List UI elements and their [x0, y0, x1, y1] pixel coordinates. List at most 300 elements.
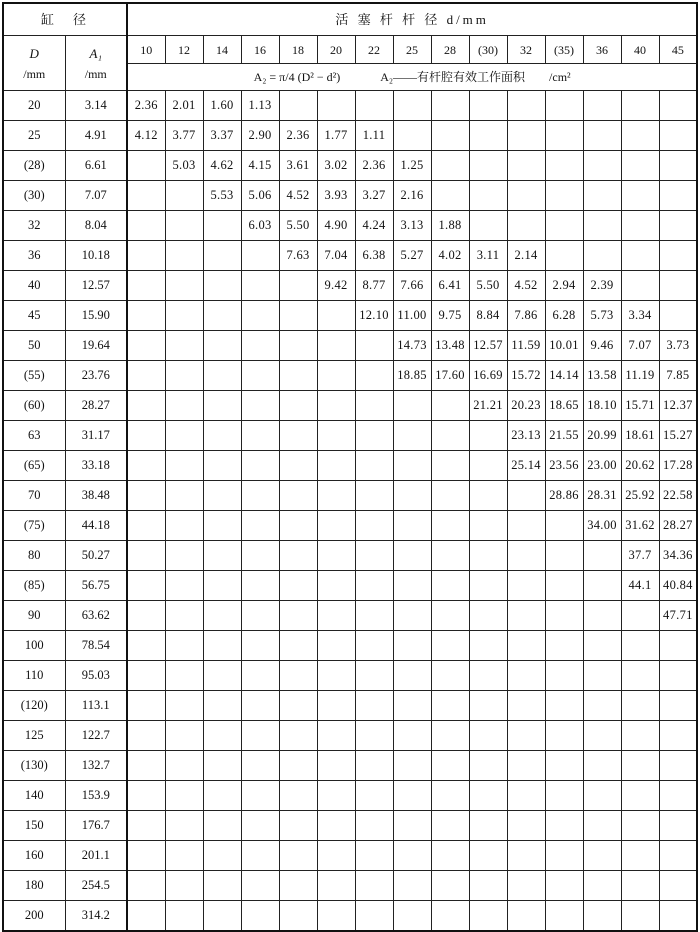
a2-area-cell: [241, 661, 279, 691]
a2-area-cell: [659, 151, 697, 181]
a1-area-cell: 78.54: [65, 631, 127, 661]
table-row: [3, 391, 697, 421]
a2-area-cell: [355, 631, 393, 661]
a2-area-cell: [203, 661, 241, 691]
a2-area-cell: [317, 541, 355, 571]
a1-area-cell: 176.7: [65, 811, 127, 841]
a2-area-cell: 47.71: [659, 601, 697, 631]
a2-area-cell: [317, 361, 355, 391]
a2-area-cell: 14.14: [545, 361, 583, 391]
a2-area-cell: [393, 901, 431, 932]
a2-area-cell: [317, 811, 355, 841]
a2-area-cell: 13.58: [583, 361, 621, 391]
a2-area-cell: 1.77: [317, 121, 355, 151]
a2-area-cell: [469, 871, 507, 901]
a2-area-cell: [431, 421, 469, 451]
a2-area-cell: 3.77: [165, 121, 203, 151]
table-row: [3, 451, 697, 481]
table-row: [3, 91, 697, 121]
a2-area-cell: [165, 661, 203, 691]
a2-area-cell: [621, 211, 659, 241]
table-row: [3, 121, 697, 151]
a2-area-cell: 7.86: [507, 301, 545, 331]
a2-area-cell: [241, 421, 279, 451]
a2-area-cell: [317, 721, 355, 751]
a2-area-cell: [127, 331, 165, 361]
a2-area-cell: [659, 121, 697, 151]
a2-area-cell: [659, 691, 697, 721]
a2-area-cell: 4.62: [203, 151, 241, 181]
a2-area-cell: [241, 241, 279, 271]
a2-area-cell: [241, 571, 279, 601]
a2-area-cell: [393, 451, 431, 481]
a2-area-cell: 2.94: [545, 271, 583, 301]
bore-diameter-cell: 70: [3, 481, 65, 511]
a2-area-cell: [279, 391, 317, 421]
a1-area-cell: 95.03: [65, 661, 127, 691]
a2-area-cell: [165, 751, 203, 781]
a2-area-cell: 6.38: [355, 241, 393, 271]
a2-area-cell: 4.15: [241, 151, 279, 181]
a2-area-cell: [431, 781, 469, 811]
a2-area-cell: [203, 511, 241, 541]
bore-diameter-cell: 180: [3, 871, 65, 901]
table-row: [3, 631, 697, 661]
a2-area-cell: [165, 901, 203, 932]
table-row: [3, 481, 697, 511]
a2-area-cell: [431, 811, 469, 841]
a2-area-cell: [355, 841, 393, 871]
a2-area-cell: 12.10: [355, 301, 393, 331]
a2-area-cell: [469, 151, 507, 181]
bore-diameter-cell: 80: [3, 541, 65, 571]
a2-area-cell: [545, 871, 583, 901]
a2-area-cell: [545, 751, 583, 781]
a2-area-cell: [583, 541, 621, 571]
a2-area-cell: [165, 241, 203, 271]
a2-area-cell: [507, 571, 545, 601]
a2-area-cell: 6.41: [431, 271, 469, 301]
a2-area-cell: 28.86: [545, 481, 583, 511]
a1-area-cell: 8.04: [65, 211, 127, 241]
a2-area-cell: [659, 211, 697, 241]
a2-area-cell: [545, 721, 583, 751]
a2-area-cell: [279, 331, 317, 361]
a2-area-cell: [355, 331, 393, 361]
a2-area-cell: 16.69: [469, 361, 507, 391]
bore-diameter-cell: (28): [3, 151, 65, 181]
bore-diameter-cell: 20: [3, 91, 65, 121]
a2-area-cell: 5.50: [469, 271, 507, 301]
rod-diameter-header-cell: 45: [659, 36, 697, 64]
bore-diameter-cell: 50: [3, 331, 65, 361]
bore-diameter-cell: 45: [3, 301, 65, 331]
a1-area-cell: 23.76: [65, 361, 127, 391]
a2-area-cell: [203, 391, 241, 421]
table-row: [3, 601, 697, 631]
a2-area-cell: [127, 301, 165, 331]
a1-area-cell: 254.5: [65, 871, 127, 901]
a2-area-cell: 11.19: [621, 361, 659, 391]
a2-area-cell: [127, 811, 165, 841]
a2-area-cell: [241, 541, 279, 571]
bore-diameter-cell: 200: [3, 901, 65, 932]
a2-area-cell: [431, 121, 469, 151]
a2-area-cell: [279, 271, 317, 301]
a2-area-cell: [583, 121, 621, 151]
a2-area-cell: 40.84: [659, 571, 697, 601]
a2-area-cell: 2.36: [127, 91, 165, 121]
a2-area-cell: [127, 451, 165, 481]
a2-area-cell: [203, 571, 241, 601]
header-row-2: [3, 36, 697, 64]
a1-area-cell: 153.9: [65, 781, 127, 811]
a2-area-cell: [165, 871, 203, 901]
a2-area-cell: [507, 661, 545, 691]
a2-area-cell: [317, 391, 355, 421]
bore-diameter-cell: (55): [3, 361, 65, 391]
a2-area-cell: [393, 691, 431, 721]
a2-area-cell: 14.73: [393, 331, 431, 361]
a2-area-cell: [241, 361, 279, 391]
a2-area-cell: [127, 151, 165, 181]
a2-area-cell: 5.73: [583, 301, 621, 331]
a2-area-cell: [393, 91, 431, 121]
a2-area-cell: [127, 541, 165, 571]
header-row-1: [3, 3, 697, 36]
a2-area-cell: 3.27: [355, 181, 393, 211]
rod-diameter-header-cell: 14: [203, 36, 241, 64]
a2-area-cell: 3.13: [393, 211, 431, 241]
a2-area-cell: [317, 781, 355, 811]
a2-area-cell: [583, 181, 621, 211]
a2-area-cell: [659, 241, 697, 271]
a2-area-cell: [279, 541, 317, 571]
a2-area-cell: [393, 661, 431, 691]
a1-area-cell: 19.64: [65, 331, 127, 361]
a2-area-cell: [203, 331, 241, 361]
a2-area-cell: [355, 661, 393, 691]
a1-area-cell: 7.07: [65, 181, 127, 211]
a2-area-cell: 5.06: [241, 181, 279, 211]
a2-area-cell: [241, 841, 279, 871]
a2-area-cell: 21.55: [545, 421, 583, 451]
table-row: [3, 541, 697, 571]
a2-area-cell: [165, 361, 203, 391]
a2-area-cell: [545, 211, 583, 241]
a1-symbol: A₁: [89, 45, 102, 61]
a2-area-cell: [393, 871, 431, 901]
a2-area-cell: 12.57: [469, 331, 507, 361]
a2-area-cell: [393, 631, 431, 661]
a2-area-cell: [621, 121, 659, 151]
a2-area-cell: 18.85: [393, 361, 431, 391]
a2-area-cell: [431, 151, 469, 181]
table-row: [3, 421, 697, 451]
a2-area-cell: [241, 601, 279, 631]
a2-area-cell: [355, 691, 393, 721]
a2-area-cell: 10.01: [545, 331, 583, 361]
a2-area-cell: [355, 601, 393, 631]
a2-area-cell: [507, 511, 545, 541]
a2-area-cell: [393, 811, 431, 841]
a2-area-cell: 18.61: [621, 421, 659, 451]
a2-area-cell: [545, 91, 583, 121]
a2-area-cell: [469, 901, 507, 932]
table-row: [3, 661, 697, 691]
a2-area-cell: [203, 691, 241, 721]
a2-area-cell: 1.13: [241, 91, 279, 121]
a2-area-cell: [203, 271, 241, 301]
a2-area-cell: [279, 751, 317, 781]
bore-diameter-cell: 125: [3, 721, 65, 751]
a1-area-cell: 33.18: [65, 451, 127, 481]
bore-diameter-cell: (60): [3, 391, 65, 421]
a2-area-cell: [165, 841, 203, 871]
a2-area-cell: [241, 751, 279, 781]
a2-area-cell: [393, 721, 431, 751]
a2-area-cell: 18.10: [583, 391, 621, 421]
a2-area-cell: [659, 811, 697, 841]
a2-area-cell: [317, 661, 355, 691]
a2-area-cell: 5.50: [279, 211, 317, 241]
a1-area-cell: 50.27: [65, 541, 127, 571]
rod-diameter-header-cell: 18: [279, 36, 317, 64]
a2-area-cell: 25.14: [507, 451, 545, 481]
table-row: [3, 691, 697, 721]
a2-area-cell: [507, 181, 545, 211]
a2-area-cell: 8.77: [355, 271, 393, 301]
rod-diameter-header-cell: 40: [621, 36, 659, 64]
a2-area-cell: [545, 811, 583, 841]
a2-area-cell: [165, 421, 203, 451]
a2-area-cell: 8.84: [469, 301, 507, 331]
a2-area-cell: 1.25: [393, 151, 431, 181]
a2-area-cell: [279, 661, 317, 691]
a2-area-cell: [507, 121, 545, 151]
a1-area-cell: 201.1: [65, 841, 127, 871]
a1-area-cell: 314.2: [65, 901, 127, 932]
a2-area-cell: 4.02: [431, 241, 469, 271]
a2-area-cell: 4.24: [355, 211, 393, 241]
a2-area-cell: [431, 601, 469, 631]
a2-area-cell: [203, 631, 241, 661]
a2-area-cell: [583, 811, 621, 841]
table-row: [3, 751, 697, 781]
a2-area-cell: [127, 421, 165, 451]
table-row: [3, 571, 697, 601]
a2-area-cell: [659, 631, 697, 661]
a2-area-cell: [431, 661, 469, 691]
a2-area-cell: [431, 391, 469, 421]
a2-area-cell: 12.37: [659, 391, 697, 421]
a1-area-cell: 122.7: [65, 721, 127, 751]
rod-diameter-header-cell: 10: [127, 36, 165, 64]
a2-area-cell: 11.59: [507, 331, 545, 361]
a2-area-cell: [545, 901, 583, 932]
a2-area-cell: 44.1: [621, 571, 659, 601]
a2-area-cell: [279, 781, 317, 811]
a2-area-cell: [507, 91, 545, 121]
a2-area-cell: [355, 511, 393, 541]
a2-area-cell: [127, 691, 165, 721]
a2-area-cell: [279, 451, 317, 481]
table-row: [3, 211, 697, 241]
a2-area-cell: 2.39: [583, 271, 621, 301]
a2-area-cell: [507, 601, 545, 631]
a2-area-cell: [279, 301, 317, 331]
rod-diameter-header-cell: 28: [431, 36, 469, 64]
bore-diameter-cell: 36: [3, 241, 65, 271]
a2-area-cell: [469, 631, 507, 661]
a2-area-cell: [279, 511, 317, 541]
a2-area-cell: [279, 421, 317, 451]
a2-area-cell: [165, 781, 203, 811]
a2-area-cell: [583, 211, 621, 241]
a2-area-cell: 37.7: [621, 541, 659, 571]
table-row: [3, 241, 697, 271]
a2-area-cell: 9.46: [583, 331, 621, 361]
a2-area-cell: [355, 91, 393, 121]
a2-area-cell: [583, 871, 621, 901]
rod-diameter-header-cell: 20: [317, 36, 355, 64]
a2-area-cell: [355, 361, 393, 391]
a2-area-cell: [279, 631, 317, 661]
a2-area-cell: [165, 541, 203, 571]
a2-area-cell: 28.27: [659, 511, 697, 541]
a1-area-cell: 38.48: [65, 481, 127, 511]
a2-area-cell: 4.52: [507, 271, 545, 301]
a1-area-cell: 113.1: [65, 691, 127, 721]
a2-area-cell: [203, 301, 241, 331]
a2-area-cell: [545, 841, 583, 871]
a2-area-cell: [431, 841, 469, 871]
a2-area-cell: [583, 151, 621, 181]
a1-area-cell: 63.62: [65, 601, 127, 631]
a2-area-cell: [583, 631, 621, 661]
a2-area-cell: [317, 691, 355, 721]
a2-area-cell: [469, 541, 507, 571]
a2-area-cell: [393, 391, 431, 421]
a2-area-cell: [355, 541, 393, 571]
a2-area-cell: 6.03: [241, 211, 279, 241]
a2-area-cell: [203, 421, 241, 451]
table-row: [3, 901, 697, 932]
a2-area-cell: [317, 331, 355, 361]
a1-area-cell: 15.90: [65, 301, 127, 331]
a2-area-cell: [431, 481, 469, 511]
rod-diameter-header-cell: (35): [545, 36, 583, 64]
a2-area-cell: [583, 571, 621, 601]
bore-diameter-cell: 160: [3, 841, 65, 871]
a2-area-cell: 5.03: [165, 151, 203, 181]
a2-area-cell: [393, 601, 431, 631]
a2-area-cell: [165, 211, 203, 241]
a2-area-cell: [317, 901, 355, 932]
a2-area-cell: [431, 451, 469, 481]
a2-area-cell: 15.72: [507, 361, 545, 391]
table-body: [3, 3, 697, 931]
a2-area-cell: [203, 361, 241, 391]
bore-diameter-cell: (75): [3, 511, 65, 541]
a2-area-cell: 1.88: [431, 211, 469, 241]
a2-area-cell: [203, 211, 241, 241]
a2-area-cell: [431, 871, 469, 901]
a2-area-cell: 3.34: [621, 301, 659, 331]
table-row: [3, 871, 697, 901]
a2-area-cell: [355, 751, 393, 781]
a2-area-cell: [203, 811, 241, 841]
a2-area-cell: [545, 571, 583, 601]
a2-area-cell: [393, 481, 431, 511]
a2-area-cell: [241, 691, 279, 721]
a2-area-cell: [127, 781, 165, 811]
a1-area-cell: 56.75: [65, 571, 127, 601]
a2-area-cell: [507, 211, 545, 241]
a2-area-cell: 1.60: [203, 91, 241, 121]
formula-description: A₂——有杆腔有效工作面积 /cm²: [380, 70, 571, 84]
a2-area-cell: [165, 481, 203, 511]
a2-area-cell: [127, 901, 165, 932]
a2-area-cell: 23.56: [545, 451, 583, 481]
a2-area-cell: [469, 211, 507, 241]
a2-area-cell: [583, 91, 621, 121]
a2-area-cell: [507, 811, 545, 841]
a2-area-cell: [203, 481, 241, 511]
d-symbol: D: [29, 45, 39, 61]
a2-area-cell: [393, 121, 431, 151]
a2-area-cell: [621, 631, 659, 661]
a2-area-cell: [165, 691, 203, 721]
a2-area-cell: [165, 331, 203, 361]
a1-unit: /mm: [84, 66, 107, 81]
rod-diameter-header-cell: 32: [507, 36, 545, 64]
a2-area-cell: 3.02: [317, 151, 355, 181]
rod-diameter-header-cell: 12: [165, 36, 203, 64]
a2-area-cell: 2.01: [165, 91, 203, 121]
a2-area-cell: [545, 601, 583, 631]
a2-area-cell: 23.00: [583, 451, 621, 481]
a2-area-cell: [431, 721, 469, 751]
a2-area-cell: [431, 181, 469, 211]
a2-area-cell: [431, 571, 469, 601]
bore-diameter-cell: 110: [3, 661, 65, 691]
a2-area-cell: [545, 241, 583, 271]
a2-area-cell: [127, 571, 165, 601]
a2-area-cell: [203, 871, 241, 901]
a2-area-cell: [507, 781, 545, 811]
a2-area-cell: [393, 421, 431, 451]
a2-area-cell: [545, 661, 583, 691]
a2-area-cell: [583, 901, 621, 932]
table-row: [3, 811, 697, 841]
a2-area-cell: [317, 481, 355, 511]
a2-area-cell: [127, 751, 165, 781]
a2-area-cell: [621, 871, 659, 901]
a2-area-cell: [165, 181, 203, 211]
a2-area-cell: [279, 901, 317, 932]
a2-area-cell: [127, 391, 165, 421]
a2-area-cell: 3.11: [469, 241, 507, 271]
a2-area-cell: [241, 631, 279, 661]
a2-area-cell: [279, 811, 317, 841]
bore-header: 缸 径: [3, 3, 127, 36]
a2-area-cell: [431, 91, 469, 121]
a2-area-cell: [127, 841, 165, 871]
a2-area-cell: [393, 541, 431, 571]
a2-area-cell: [241, 721, 279, 751]
a2-area-cell: [621, 721, 659, 751]
